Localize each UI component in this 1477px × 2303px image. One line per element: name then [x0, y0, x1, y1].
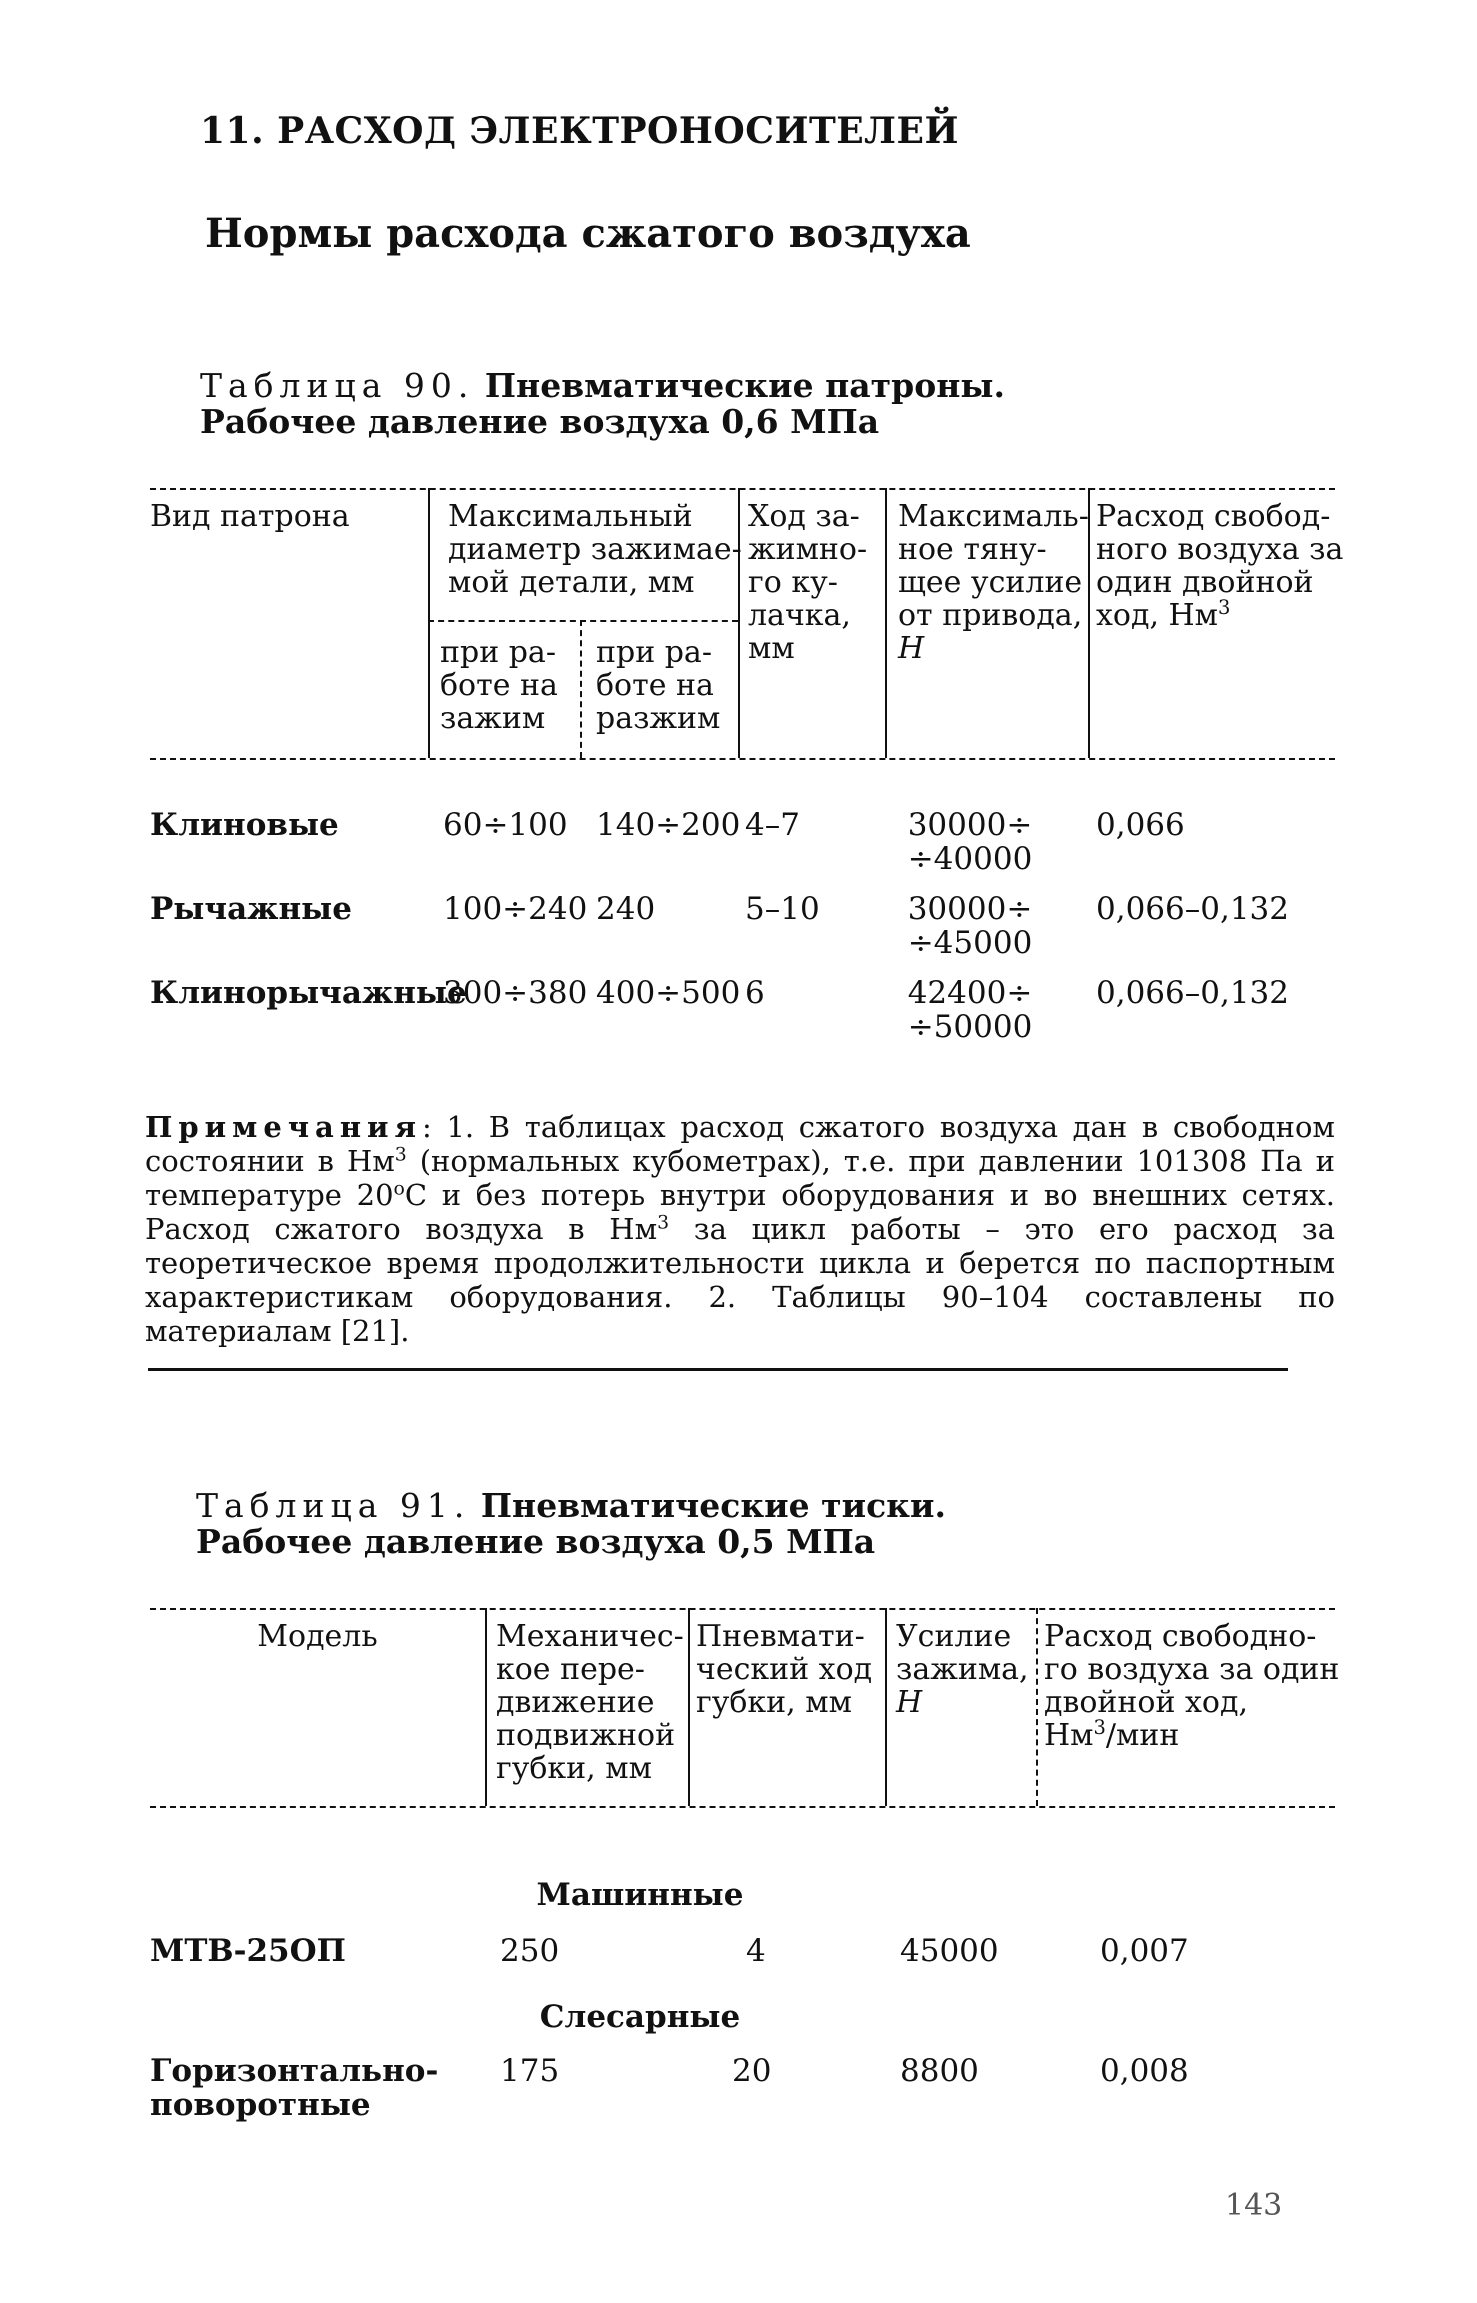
table90-cell-stroke: 4–7 [745, 807, 800, 843]
table91-cell-force: 45000 [900, 1933, 999, 1969]
table90-header-force [898, 500, 1089, 665]
table90-cell-unclamp: 400÷500 [596, 975, 741, 1011]
table90-header-unclamp: при ра- боте на разжим [596, 635, 721, 736]
section-heading: 11. РАСХОД ЭЛЕКТРОНОСИТЕЛЕЙ [200, 110, 959, 152]
table90-subtitle: Рабочее давление воздуха 0,6 МПа [200, 402, 880, 441]
table90-cell-clamp: 100÷240 [443, 891, 588, 927]
notes-text: за цикл работы – это его расход за теоретическое время продолжительности цикла и берется по паспортным характеристикам оборудования. 2. Таблицы 90–104 составлены по материалам [21]. [145, 1212, 1335, 1348]
table90-header-flow-sup: 3 [1218, 596, 1231, 619]
table90-cell-force: 30000÷ ÷45000 [907, 891, 1033, 961]
table90-header-force-text: Максималь- ное тяну- щее усилие от привода, [898, 499, 1089, 633]
table90-cell-clamp: 300÷380 [443, 975, 588, 1011]
table90-header-clamp: при ра- боте на зажим [440, 635, 558, 736]
table90-header-flow [1096, 500, 1343, 632]
table90-cell-type: Клиновые [150, 807, 339, 843]
table90-divider [885, 488, 887, 758]
table90-header-force-unit: Н [898, 631, 925, 666]
table90-header-stroke: Ход за- жимно- го ку- лачка, мм [748, 499, 868, 666]
table91-divider [1036, 1608, 1038, 1806]
notes-sup: 3 [394, 1144, 407, 1166]
table91-header-force-text: Усилие зажима, [896, 1619, 1029, 1687]
table91-header-force [896, 1620, 1029, 1719]
table90-cell-unclamp: 240 [596, 891, 656, 927]
table91-divider [688, 1608, 690, 1806]
table91-header-force-unit: Н [896, 1685, 923, 1720]
table90-divider [428, 488, 430, 758]
table91-divider [885, 1608, 887, 1806]
notes-bottom-rule [148, 1368, 1288, 1371]
page-subheading: Нормы расхода сжатого воздуха [205, 210, 971, 257]
table91-header-flow [1044, 1620, 1339, 1752]
table91-cell-force: 8800 [900, 2053, 979, 2089]
table91-header-rule [150, 1806, 1335, 1808]
table91-cell-flow: 0,008 [1100, 2053, 1189, 2089]
table90-cell-clamp: 60÷100 [443, 807, 568, 843]
table91-cell-mech: 175 [500, 2053, 560, 2089]
table91-cell-pneu: 20 [732, 2053, 772, 2089]
table91-header-flow-sup: 3 [1093, 1716, 1106, 1739]
table91-group-title: Слесарные [539, 1999, 741, 2035]
table91-header-flow-tail: /мин [1105, 1718, 1180, 1753]
table90-notes [145, 1110, 1335, 1348]
table90-header-flow-text: Расход свобод- ного воздуха за один двойной ход, Нм [1096, 499, 1344, 633]
table91-divider [485, 1608, 487, 1806]
table90-cell-type: Рычажные [150, 891, 352, 927]
notes-sup: 3 [657, 1212, 670, 1234]
table90-caption [200, 368, 1005, 440]
table91-cell-model: МТВ-25ОП [150, 1933, 346, 1969]
table90-top-rule [150, 488, 1335, 490]
table90-subheader-rule [428, 620, 738, 622]
table91-top-rule [150, 1608, 1335, 1610]
table90-divider [580, 620, 582, 758]
table90-header-diameter: Максимальный диаметр зажимае- мой детали, мм [448, 499, 742, 600]
notes-text: С и без потерь внутри оборудования и во внешних сетях. Расход сжатого воздуха в Нм [145, 1178, 1335, 1246]
table91-cell-flow: 0,007 [1100, 1933, 1189, 1969]
table91-subtitle: Рабочее давление воздуха 0,5 МПа [196, 1522, 876, 1561]
table91-cell-model: Горизонтально- поворотные [150, 2053, 439, 2123]
table90-label: Таблица 90. [200, 366, 475, 405]
table90-cell-type: Клинорычажные [150, 975, 467, 1011]
table90-cell-stroke: 6 [745, 975, 765, 1011]
table91-cell-pneu: 4 [746, 1933, 766, 1969]
notes-label: Примечания [145, 1110, 422, 1144]
page-number: 143 [1225, 2188, 1283, 2223]
notes-sup: о [393, 1178, 405, 1200]
table91-title: Пневматические тиски. [480, 1486, 946, 1525]
table90-cell-force: 42400÷ ÷50000 [907, 975, 1033, 1045]
table91-group-title: Машинные [536, 1877, 744, 1913]
table91-header-model: Модель [257, 1619, 378, 1654]
table91-caption [196, 1488, 946, 1560]
table90-cell-stroke: 5–10 [745, 891, 820, 927]
table91-label: Таблица 91. [196, 1486, 471, 1525]
table91-cell-mech: 250 [500, 1933, 560, 1969]
table91-header-pneu: Пневмати- ческий ход губки, мм [696, 1619, 873, 1720]
table90-cell-unclamp: 140÷200 [596, 807, 741, 843]
table90-title: Пневматические патроны. [484, 366, 1005, 405]
table90-header-rule [150, 758, 1335, 760]
notes-text: : 1. В таблицах расход сжатого воздуха дан в свободном состоянии в Нм [145, 1110, 1335, 1178]
table90-cell-flow: 0,066–0,132 [1096, 891, 1289, 927]
table90-cell-force: 30000÷ ÷40000 [907, 807, 1033, 877]
table90-cell-flow: 0,066 [1096, 807, 1185, 843]
table91-header-mech: Механичес- кое пере- движение подвижной губки, мм [496, 1619, 684, 1786]
table91-header-flow-text: Расход свободно- го воздуха за один двойной ход, Нм [1044, 1619, 1340, 1753]
table90-cell-flow: 0,066–0,132 [1096, 975, 1289, 1011]
notes-text: (нормальных кубометрах), т.е. при давлении 101308 Па и температуре 20 [145, 1144, 1335, 1212]
table90-header-type: Вид патрона [150, 499, 350, 534]
